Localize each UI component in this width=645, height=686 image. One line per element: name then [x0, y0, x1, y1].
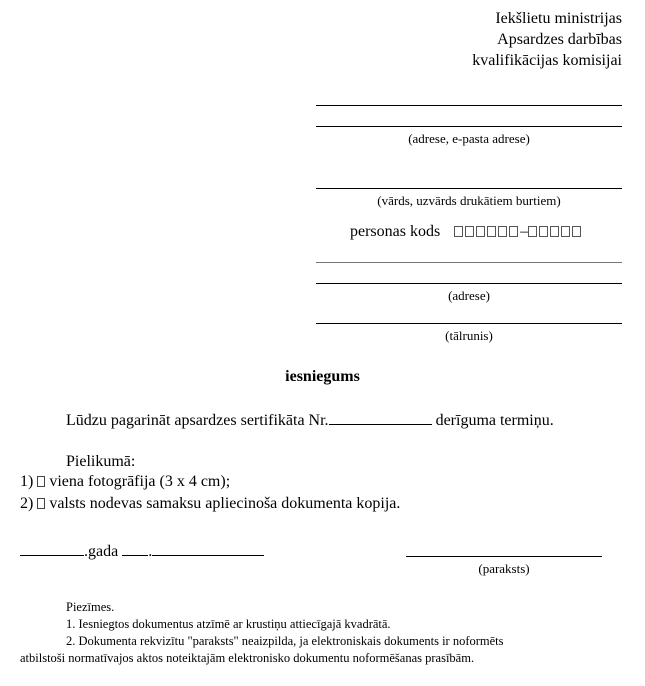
address-line[interactable] [316, 283, 622, 284]
address-email-line[interactable] [316, 126, 622, 127]
attachment-2-text: valsts nodevas samaksu apliecinoša dokumenta kopija. [49, 495, 401, 512]
year-label: .gada [84, 543, 119, 560]
attachment-item-2 [20, 495, 400, 513]
addressee-line-1: Iekšlietu ministrijas [495, 10, 622, 27]
personal-code-separator: – [520, 223, 529, 240]
note-2-line-1: 2. Dokumenta rekvizītu "paraksts" neaizpilda, ja elektroniskais dokuments ir noformēts [66, 634, 504, 648]
addressee-line-3: kvalifikācijas komisijai [472, 52, 622, 69]
name-caption: (vārds, uzvārds drukātiem burtiem) [377, 193, 561, 208]
attachment-1-text: viena fotogrāfija (3 x 4 cm); [49, 473, 231, 490]
personal-code-row [350, 223, 583, 241]
address-email-caption: (adrese, e-pasta adrese) [408, 131, 530, 146]
attachments-heading: Pielikumā: [66, 453, 136, 470]
date-dot: . [148, 543, 153, 560]
document-title: iesniegums [285, 368, 360, 385]
day-field[interactable] [122, 541, 148, 556]
signature-line[interactable] [406, 556, 602, 557]
address-caption: (adrese) [448, 288, 490, 303]
personal-code-second-part[interactable] [528, 223, 583, 240]
signature-caption: (paraksts) [478, 561, 530, 576]
attachment-1-checkbox[interactable] [37, 476, 45, 487]
attachment-2-checkbox[interactable] [37, 498, 45, 509]
phone-line[interactable] [316, 323, 622, 324]
attachment-2-number: 2) [20, 495, 34, 512]
personal-code-label: personas kods [350, 223, 441, 240]
applicant-line-1[interactable] [316, 105, 622, 106]
attachment-item-1 [20, 473, 230, 491]
date-row [20, 541, 264, 561]
name-line[interactable] [316, 188, 622, 189]
request-sentence [66, 410, 554, 430]
month-field[interactable] [152, 541, 264, 556]
attachment-1-number: 1) [20, 473, 34, 490]
phone-caption: (tālrunis) [445, 328, 493, 343]
note-1: 1. Iesniegtos dokumentus atzīmē ar krustiņu attiecīgajā kvadrātā. [66, 617, 391, 631]
personal-code-first-part[interactable] [454, 223, 520, 240]
request-text-after: derīguma termiņu. [435, 412, 554, 429]
addressee-line-2: Apsardzes darbības [497, 31, 622, 48]
year-field[interactable] [20, 541, 84, 556]
address-line-upper[interactable] [316, 262, 622, 263]
notes-heading: Piezīmes. [66, 600, 115, 614]
request-text-before: Lūdzu pagarināt apsardzes sertifikāta Nr. [66, 412, 329, 429]
certificate-number-field[interactable] [329, 410, 432, 425]
note-2-line-2: atbilstoši normatīvajos aktos noteiktajām elektronisko dokumentu noformēšanas prasībām. [20, 651, 475, 665]
